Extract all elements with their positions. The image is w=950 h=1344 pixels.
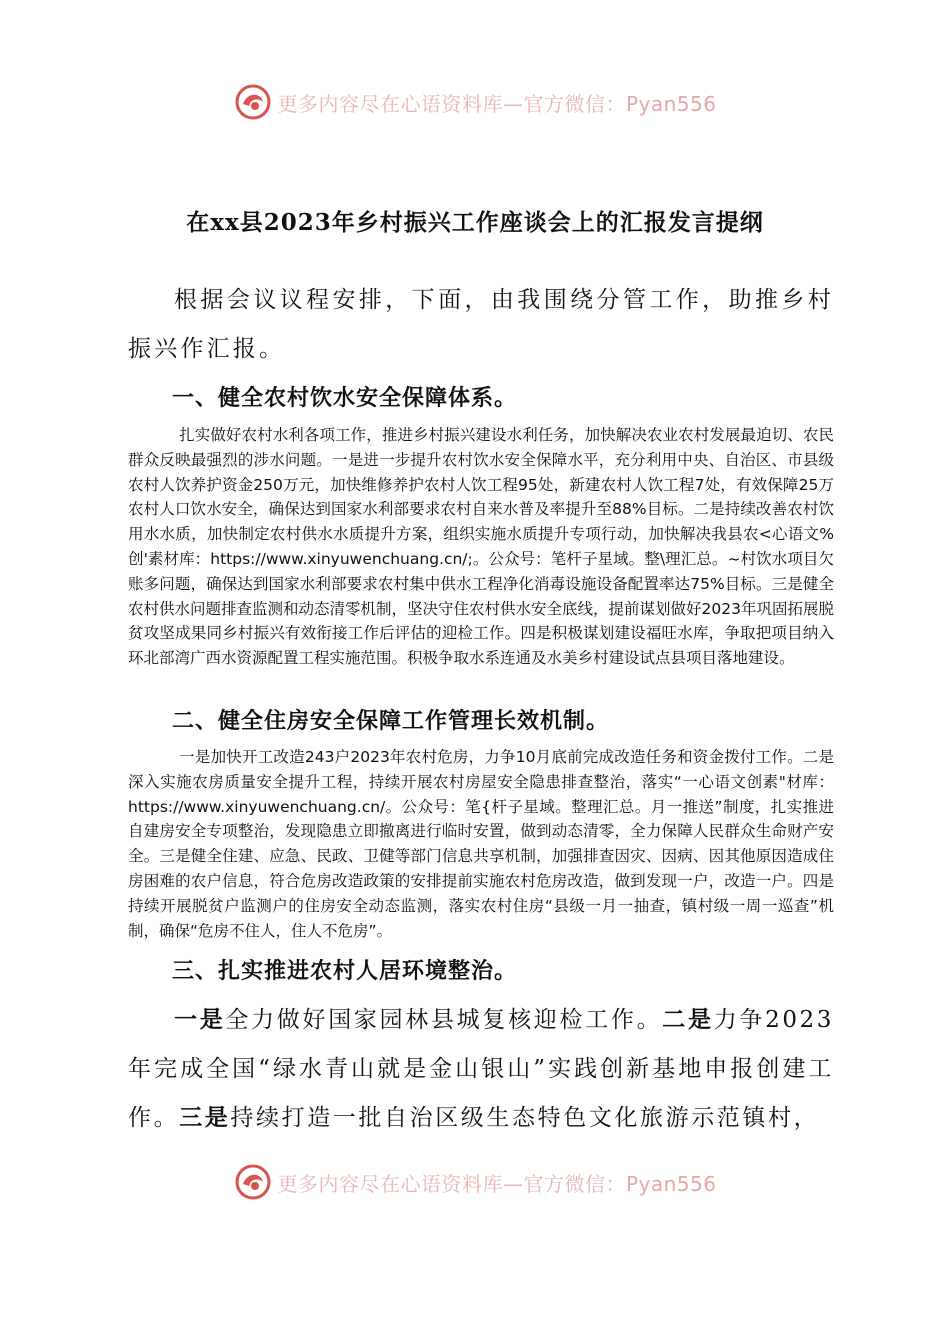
item-2-text: 力争2023年完成全国“绿水青山就是金山银山”实践创新基地申报创建工作。 [128,1007,835,1131]
section-3-heading: 三、扎实推进农村人居环境整治。 [172,959,518,984]
wechat-id: Pyan556 [625,91,717,116]
watermark-text: 更多内容尽在心语资料库—官方微信： [277,1171,626,1196]
section-3 [128,954,834,985]
section-3-body-block [128,996,834,1143]
swirl-logo-icon [233,82,273,122]
section-2-body: 一是加快开工改造243户2023年农村危房，力争10月底前完成改造任务和资金拨付工作。二是深入实施农房质量安全提升工程，持续开展农村房屋安全隐患排查整治，落实“一心语文创素"材库：https://www.xinyuwenchuang.cn/。公众号：笔{杆子星域。整理汇总。月一推送”制度，扎实推进自建房安全专项整治，发现隐患立即撤离进行临时安置，做到动态清零，全力保障人民群众生命财产安全。三是健全住建、应急、民政、卫健等部门信息共享机制，加强排查因灾、因病、因其他原因造成住房困难的农户信息，符合危房改造政策的安排提前实施农村危房改造，做到发现一户，改造一户。四是持续开展脱贫户监测户的住房安全动态监测，落实农村住房“县级一月一抽查，镇村级一周一巡查”机制，确保“危房不住人，住人不危房”。 [128,748,834,940]
item-1-lead: 一是 [174,1007,226,1033]
section-1-heading: 一、健全农村饮水安全保障体系。 [172,386,518,411]
intro-paragraph: 根据会议议程安排，下面，由我围绕分管工作，助推乡村振兴作汇报。 [128,287,834,362]
section-2 [128,704,834,735]
item-3-lead: 三是 [179,1105,231,1131]
section-2-heading: 二、健全住房安全保障工作管理长效机制。 [172,709,610,734]
document-title: 在xx县2023年乡村振兴工作座谈会上的汇报发言提纲 [186,209,764,236]
swirl-logo-icon [233,1162,273,1202]
section-2-body-block [128,745,834,943]
watermark-text: 更多内容尽在心语资料库—官方微信： [277,91,626,116]
watermark-banner-bottom [0,1160,950,1204]
section-1 [128,381,834,412]
intro-block [128,276,834,374]
section-3-body [128,996,834,1143]
wechat-id: Pyan556 [625,1171,717,1196]
watermark-banner-top [0,80,950,124]
section-1-body-block [128,423,834,671]
item-3-text: 持续打造一批自治区级生态特色文化旅游示范镇村， [230,1105,820,1131]
section-1-body: 扎实做好农村水利各项工作，推进乡村振兴建设水利任务，加快解决农业农村发展最迫切、农民群众反映最强烈的涉水问题。一是进一步提升农村饮水安全保障水平，充分利用中央、自治区、市县级农村人饮养护资金250万元，加快维修养护农村人饮工程95处，新建农村人饮工程7处，有效保障25万农村人口饮水安全，确保达到国家水利部要求农村自来水普及率提升至88%目标。二是持续改善农村饮用水水质，加快制定农村供水水质提升方案，组织实施水质提升专项行动，加快解决我县农<心语文%创'素材库：https://www.xinyuwenchuang.cn/;。公众号：笔杆子星域。整\理汇总。~村饮水项目欠账多问题，确保达到国家水利部要求农村集中供水工程净化消毒设施设备配置率达75%目标。三是健全农村供水问题排查监测和动态清零机制，坚决守住农村供水安全底线，提前谋划做好2023年巩固拓展脱贫攻坚成果同乡村振兴有效衔接工作后评估的迎检工作。四是积极谋划建设福旺水库，争取把项目纳入环北部湾广西水资源配置工程实施范围。积极争取水系连通及水美乡村建设试点县项目落地建设。 [128,426,834,668]
item-1-text: 全力做好国家园林县城复核迎检工作。 [225,1007,663,1033]
item-2-lead: 二是 [662,1007,714,1033]
